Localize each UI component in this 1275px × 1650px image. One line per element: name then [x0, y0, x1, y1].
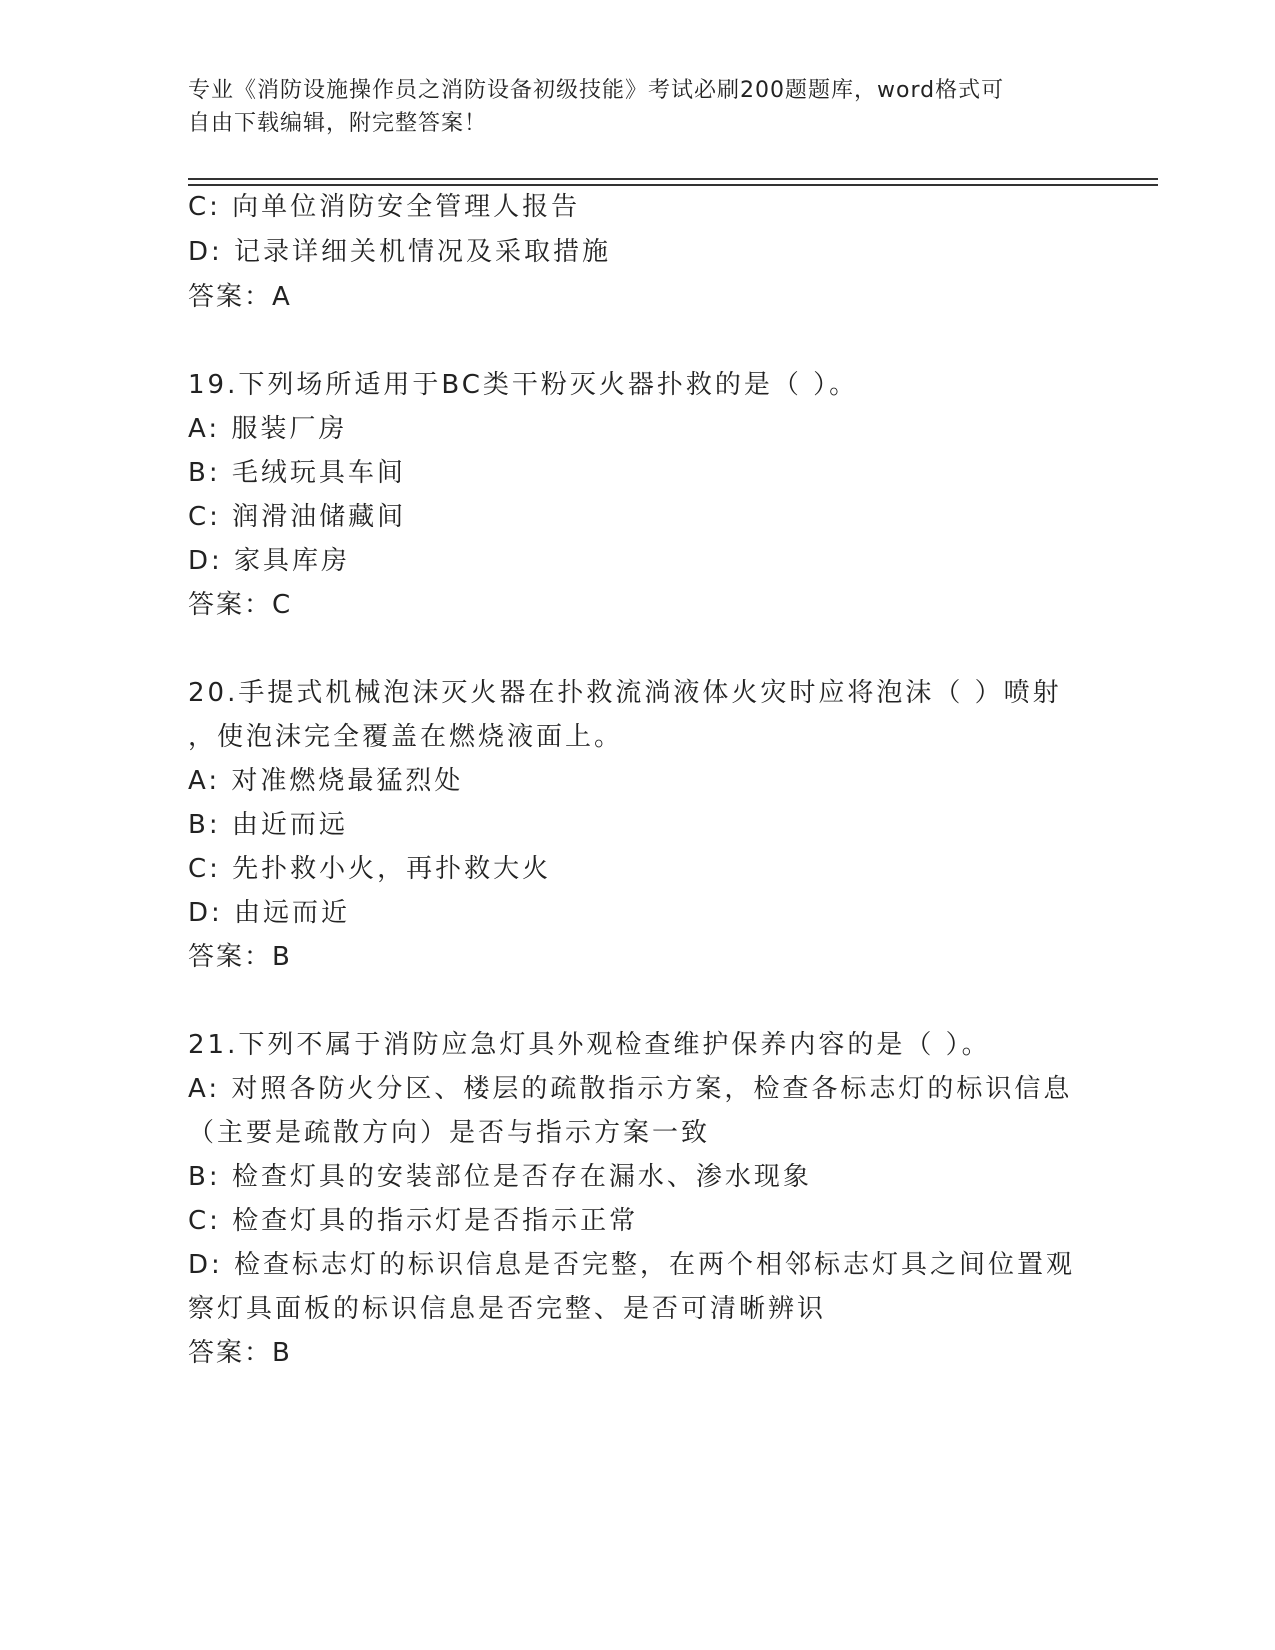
q21-stem: 21.下列不属于消防应急灯具外观检查维护保养内容的是（ ）。 — [188, 1030, 991, 1060]
q19-answer: 答案：C — [188, 590, 293, 620]
prev-answer: 答案：A — [188, 282, 292, 312]
q19-option-d: D: 家具库房 — [188, 546, 351, 576]
q20-answer: 答案：B — [188, 942, 292, 972]
header-line-2: 自由下载编辑，附完整答案！ — [188, 111, 488, 136]
prev-option-c: C: 向单位消防安全管理人报告 — [188, 192, 581, 222]
q20-option-d: D: 由远而近 — [188, 898, 351, 928]
prev-option-d: D: 记录详细关机情况及采取措施 — [188, 237, 612, 267]
q20-stem-line-1: 20.手提式机械泡沫灭火器在扑救流淌液体火灾时应将泡沫（ ）喷射 — [188, 678, 1062, 708]
q19-option-a: A: 服装厂房 — [188, 414, 348, 444]
header-divider-top — [188, 178, 1158, 180]
q19-stem: 19.下列场所适用于BC类干粉灭火器扑救的是（ ）。 — [188, 370, 859, 400]
q21-option-d-line-1: D: 检查标志灯的标识信息是否完整，在两个相邻标志灯具之间位置观 — [188, 1250, 1076, 1280]
q21-option-a-line-2: （主要是疏散方向）是否与指示方案一致 — [188, 1118, 711, 1148]
q21-option-b: B: 检查灯具的安装部位是否存在漏水、渗水现象 — [188, 1162, 812, 1192]
q21-option-c: C: 检查灯具的指示灯是否指示正常 — [188, 1206, 639, 1236]
q20-option-b: B: 由近而远 — [188, 810, 348, 840]
q20-option-a: A: 对准燃烧最猛烈处 — [188, 766, 464, 796]
q19-option-c: C: 润滑油储藏间 — [188, 502, 407, 532]
q21-answer: 答案：B — [188, 1338, 292, 1368]
document-header — [188, 74, 1088, 140]
q19-option-b: B: 毛绒玩具车间 — [188, 458, 406, 488]
q20-stem-line-2: ，使泡沫完全覆盖在燃烧液面上。 — [188, 722, 624, 752]
header-line-1: 专业《消防设施操作员之消防设备初级技能》考试必刷200题题库，word格式可 — [188, 78, 1005, 103]
q21-option-a-line-1: A: 对照各防火分区、楼层的疏散指示方案，检查各标志灯的标识信息 — [188, 1074, 1073, 1104]
q20-option-c: C: 先扑救小火，再扑救大火 — [188, 854, 552, 884]
q21-option-d-line-2: 察灯具面板的标识信息是否完整、是否可清晰辨识 — [188, 1294, 827, 1324]
